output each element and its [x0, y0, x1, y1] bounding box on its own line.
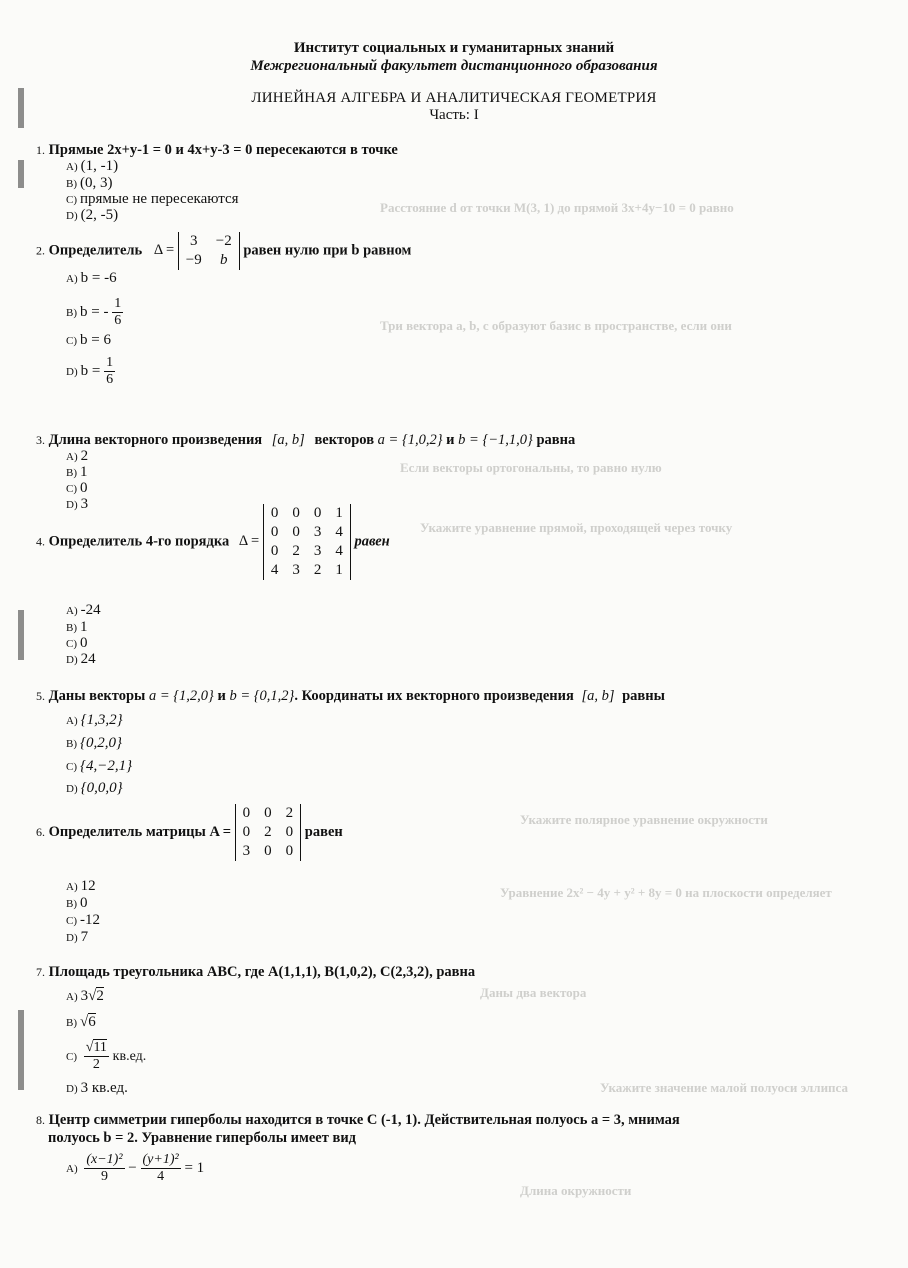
matrix-cell: 4: [335, 524, 343, 540]
sqrt-sign: √: [88, 988, 97, 1004]
scan-artifact: [18, 1010, 24, 1090]
bleed-text: Укажите полярное уравнение окружности: [520, 812, 768, 827]
matrix-cell: 4: [335, 543, 343, 559]
matrix-cell: 4: [270, 562, 279, 578]
q5-option-a: A) {1,3,2}: [66, 712, 123, 728]
scan-artifact: [18, 160, 24, 188]
matrix-cell: 2: [264, 824, 272, 840]
matrix-row: [263, 504, 350, 523]
q1-option-d: D) (2, -5): [66, 207, 119, 223]
matrix-cell: 0: [292, 524, 300, 540]
question-2: 2. Определитель Δ = 3 −2 −9 b равен нулю при b равном: [36, 233, 412, 268]
bleed-text: Если векторы ортогональны, то равно нулю: [400, 460, 662, 475]
matrix-cell: 0: [292, 505, 300, 521]
vector-a: a = {1,0,2}: [377, 432, 443, 448]
matrix-cell: 0: [270, 505, 279, 521]
q5-option-b: B) {0,2,0}: [66, 735, 122, 751]
q7-option-d: D) 3 кв.ед.: [66, 1080, 128, 1096]
matrix-cell: 0: [313, 505, 322, 521]
matrix-row: [235, 804, 301, 823]
q2-option-a: A) b = -6: [66, 270, 117, 286]
q6-option-d: D) 7: [66, 929, 89, 945]
matrix-cell: 0: [264, 843, 272, 859]
q2-option-d: D) b = $\frac{1}{6}$: [66, 355, 114, 387]
matrix-cell: 1: [335, 505, 343, 521]
fraction: $\frac{√11}{2}$: [85, 1040, 107, 1072]
matrix-cell: 3: [242, 843, 251, 859]
bleed-text: Укажите уравнение прямой, проходящей через точку: [420, 520, 733, 535]
question-7: 7. Площадь треугольника ABC, где A(1,1,1), B(1,0,2), C(2,3,2), равна: [36, 964, 476, 980]
matrix-cell: 0: [285, 843, 294, 859]
cross-product: [a, b]: [271, 432, 305, 448]
part-label: Часть: I: [429, 107, 479, 123]
fraction: $\frac{\text{(y+1)²}}{4}$: [142, 1152, 179, 1184]
bleed-text: Три вектора a, b, c образуют базис в пространстве, если они: [380, 318, 732, 333]
matrix-cell: 3: [313, 524, 322, 540]
q3-option-d: D) 3: [66, 496, 89, 512]
q1-option-a: A) (1, -1): [66, 158, 119, 174]
q1-option-c: C) прямые не пересекаются: [66, 191, 239, 207]
question-8-continued: полуось b = 2. Уравнение гиперболы имеет вид: [48, 1130, 357, 1146]
question-1: 1. Прямые 2x+y-1 = 0 и 4x+y-3 = 0 пересекаются в точке: [36, 142, 398, 158]
faculty-title: Межрегиональный факультет дистанционного образования: [250, 58, 658, 74]
q4-option-a: A) -24: [66, 602, 101, 618]
fraction: $\frac{1}{6}$: [114, 296, 122, 328]
cross-product: [a, b]: [581, 688, 615, 704]
q8-option-a: A) $\frac{\text{(x−1)²}}{9}$ − $\frac{\text{(y+1)²}}{4}$ = 1: [66, 1152, 205, 1184]
matrix-cell: 0: [270, 524, 279, 540]
delta-symbol: Δ =: [153, 242, 175, 259]
q7-option-a: A) 3√2: [66, 988, 104, 1004]
q2-option-c: C) b = 6: [66, 332, 111, 348]
bleed-text: Уравнение 2x² − 4y + y² + 8y = 0 на плоскости определяет: [500, 885, 832, 900]
matrix-cell: 1: [335, 562, 343, 578]
matrix-row: [235, 842, 301, 861]
q3-option-a: A) 2: [66, 448, 89, 464]
question-4: 4. Определитель 4-го порядка Δ = 0 0 0 1 0 0 3 4 0 2 3 4 4 3 2 1 равен: [36, 505, 390, 578]
q4-option-c: C) 0: [66, 635, 88, 651]
question-6: 6. Определитель матрицы A = 0 0 2 0 2 0 3 0 0 равен: [36, 805, 343, 859]
matrix-cell: 0: [270, 543, 279, 559]
q6-option-c: C) -12: [66, 912, 100, 928]
q5-option-c: C) {4,−2,1}: [66, 758, 133, 774]
institute-title: Институт социальных и гуманитарных знаний: [293, 40, 615, 56]
matrix-row: [263, 523, 350, 542]
matrix-cell: 0: [242, 824, 251, 840]
determinant-4x4: [263, 504, 351, 580]
vector-b: b = {0,1,2}: [229, 688, 295, 704]
delta-symbol: Δ =: [238, 533, 260, 550]
matrix-cell: 2: [292, 543, 300, 559]
q4-option-b: B) 1: [66, 619, 88, 635]
matrix-cell: 3: [292, 562, 300, 578]
bleed-text: Расстояние d от точки M(3, 1) до прямой 3x+4y−10 = 0 равно: [380, 200, 734, 215]
vector-a: a = {1,2,0}: [148, 688, 214, 704]
matrix-3x3: [235, 804, 302, 861]
question-5: 5. Даны векторы a = {1,2,0} и b = {0,1,2}. Координаты их векторного произведения [a, b] равны: [36, 688, 665, 704]
q5-option-d: D) {0,0,0}: [66, 780, 123, 796]
matrix-row: [235, 823, 301, 842]
vector-b: b = {−1,1,0}: [458, 432, 533, 448]
bleed-text: Длина окружности: [520, 1183, 632, 1198]
matrix-row: [263, 542, 350, 561]
q1-option-b: B) (0, 3): [66, 175, 113, 191]
question-text: Прямые 2x+y-1 = 0 и 4x+y-3 = 0 пересекаются в точке: [48, 142, 398, 158]
matrix-cell: 0: [242, 805, 251, 821]
matrix-row: [263, 561, 350, 580]
matrix-cell: 3: [313, 543, 322, 559]
matrix-cell: 2: [313, 562, 322, 578]
q7-option-b: B) √6: [66, 1014, 96, 1030]
bleed-text: Даны два вектора: [480, 985, 587, 1000]
bleed-text: Укажите значение малой полуоси эллипса: [600, 1080, 848, 1095]
determinant-2x2: 3 −2 −9 b: [178, 232, 240, 270]
matrix-cell: 0: [285, 824, 294, 840]
q3-option-b: B) 1: [66, 464, 88, 480]
sqrt-sign: √: [80, 1014, 89, 1030]
q6-option-a: A) 12: [66, 878, 96, 894]
q3-option-c: C) 0: [66, 480, 88, 496]
course-title: ЛИНЕЙНАЯ АЛГЕБРА И АНАЛИТИЧЕСКАЯ ГЕОМЕТРИЯ: [251, 90, 657, 106]
question-3: 3. Длина векторного произведения [a, b] векторов a = {1,0,2} и b = {−1,1,0} равна: [36, 432, 576, 448]
q7-option-c: C) $\frac{√11}{2}$ кв.ед.: [66, 1040, 147, 1072]
matrix-cell: 0: [264, 805, 272, 821]
sqrt-sign: √: [85, 1040, 94, 1055]
question-8: 8. Центр симметрии гиперболы находится в точке C (-1, 1). Действительная полуось a = 3, мнимая: [36, 1112, 680, 1128]
q6-option-b: B) 0: [66, 895, 88, 911]
matrix-cell: 2: [285, 805, 294, 821]
fraction: $\frac{\text{(x−1)²}}{9}$: [86, 1152, 123, 1184]
q2-option-b: B) b = - $\frac{1}{6}$: [66, 296, 122, 328]
scan-artifact: [18, 610, 24, 660]
q4-option-d: D) 24: [66, 651, 96, 667]
fraction: $\frac{1}{6}$: [106, 355, 114, 387]
